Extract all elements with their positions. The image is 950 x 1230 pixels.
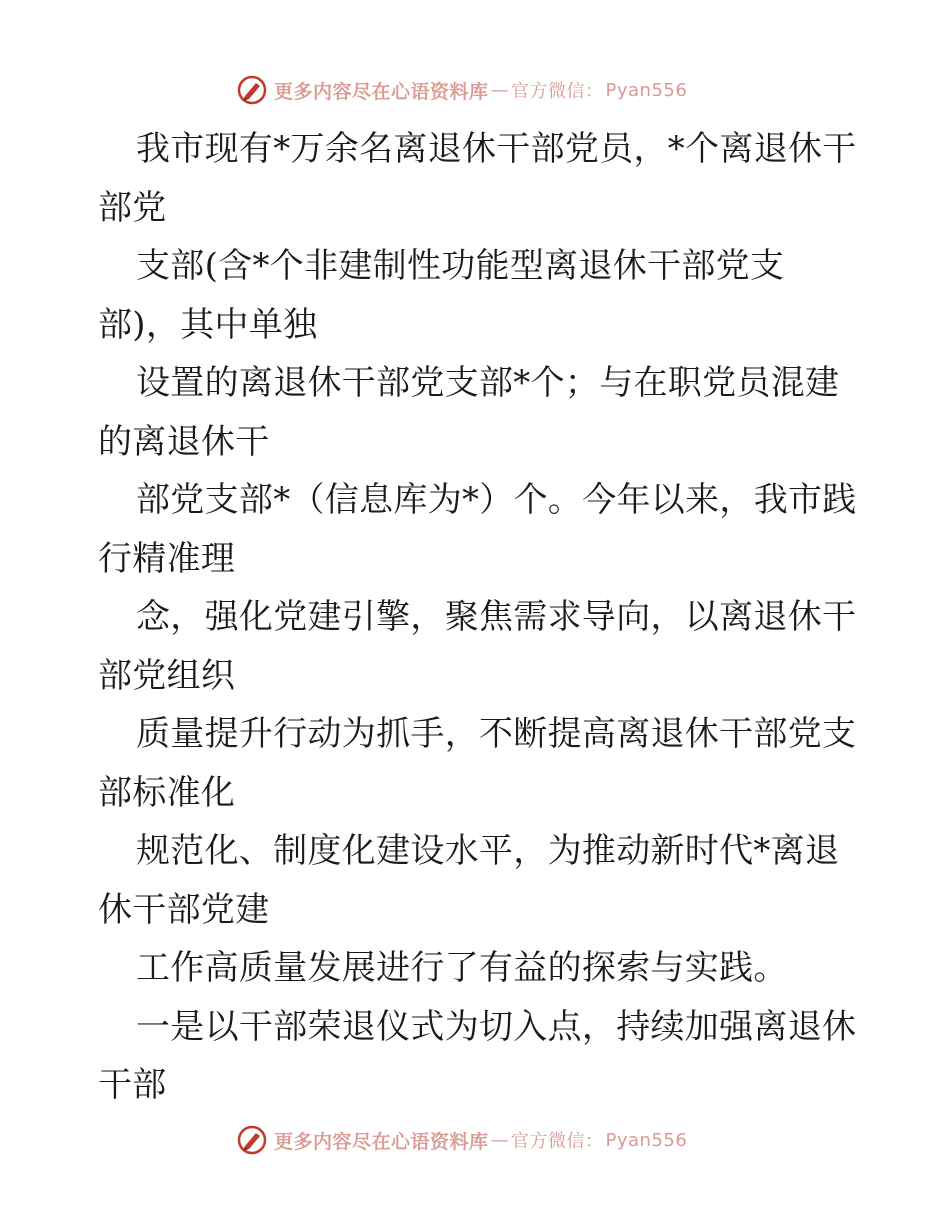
text-line: 设置的离退休干部党支部*个；与在职党员混建	[136, 363, 840, 403]
watermark-wechat-label: 官方微信：	[511, 1131, 604, 1152]
watermark-wechat-id: Pyan556	[605, 1129, 688, 1151]
watermark-wechat-label: 官方微信：	[511, 81, 604, 102]
text-line: 支部(含*个非建制性功能型离退休干部党支	[136, 246, 785, 286]
text-line: 部)，其中单独	[98, 304, 318, 345]
watermark-wechat-id: Pyan556	[605, 79, 688, 101]
document-body	[98, 120, 858, 1115]
watermark-dash: —	[490, 79, 510, 101]
text-line: 行精准理	[98, 538, 236, 579]
footer-watermark	[236, 1123, 687, 1157]
text-line: 工作高质量发展进行了有益的探索与实践。	[136, 948, 788, 988]
text-line: 部党组织	[98, 655, 236, 696]
pen-circle-logo-icon	[236, 74, 268, 106]
watermark-text: 更多内容尽在心语资料库	[274, 1130, 489, 1153]
text-line: 休干部党建	[98, 889, 270, 930]
pen-circle-logo-icon	[236, 1124, 268, 1156]
text-line: 部党	[98, 187, 167, 228]
header-watermark	[236, 73, 687, 107]
text-line: 规范化、制度化建设水平，为推动新时代*离退	[136, 831, 840, 871]
text-line: 我市现有*万余名离退休干部党员，*个离退休干	[136, 129, 857, 169]
text-line: 干部	[98, 1065, 167, 1105]
text-line: 念，强化党建引擎，聚焦需求导向，以离退休干	[136, 597, 857, 637]
watermark-dash: —	[490, 1129, 510, 1151]
text-line: 一是以干部荣退仪式为切入点，持续加强离退休	[136, 1006, 857, 1047]
text-line: 质量提升行动为抓手，不断提高离退休干部党支	[136, 714, 857, 754]
text-line: 部党支部*（信息库为*）个。今年以来，我市践	[136, 480, 857, 520]
text-line: 部标准化	[98, 772, 236, 813]
watermark-text: 更多内容尽在心语资料库	[274, 80, 489, 103]
text-line: 的离退休干	[98, 421, 270, 462]
